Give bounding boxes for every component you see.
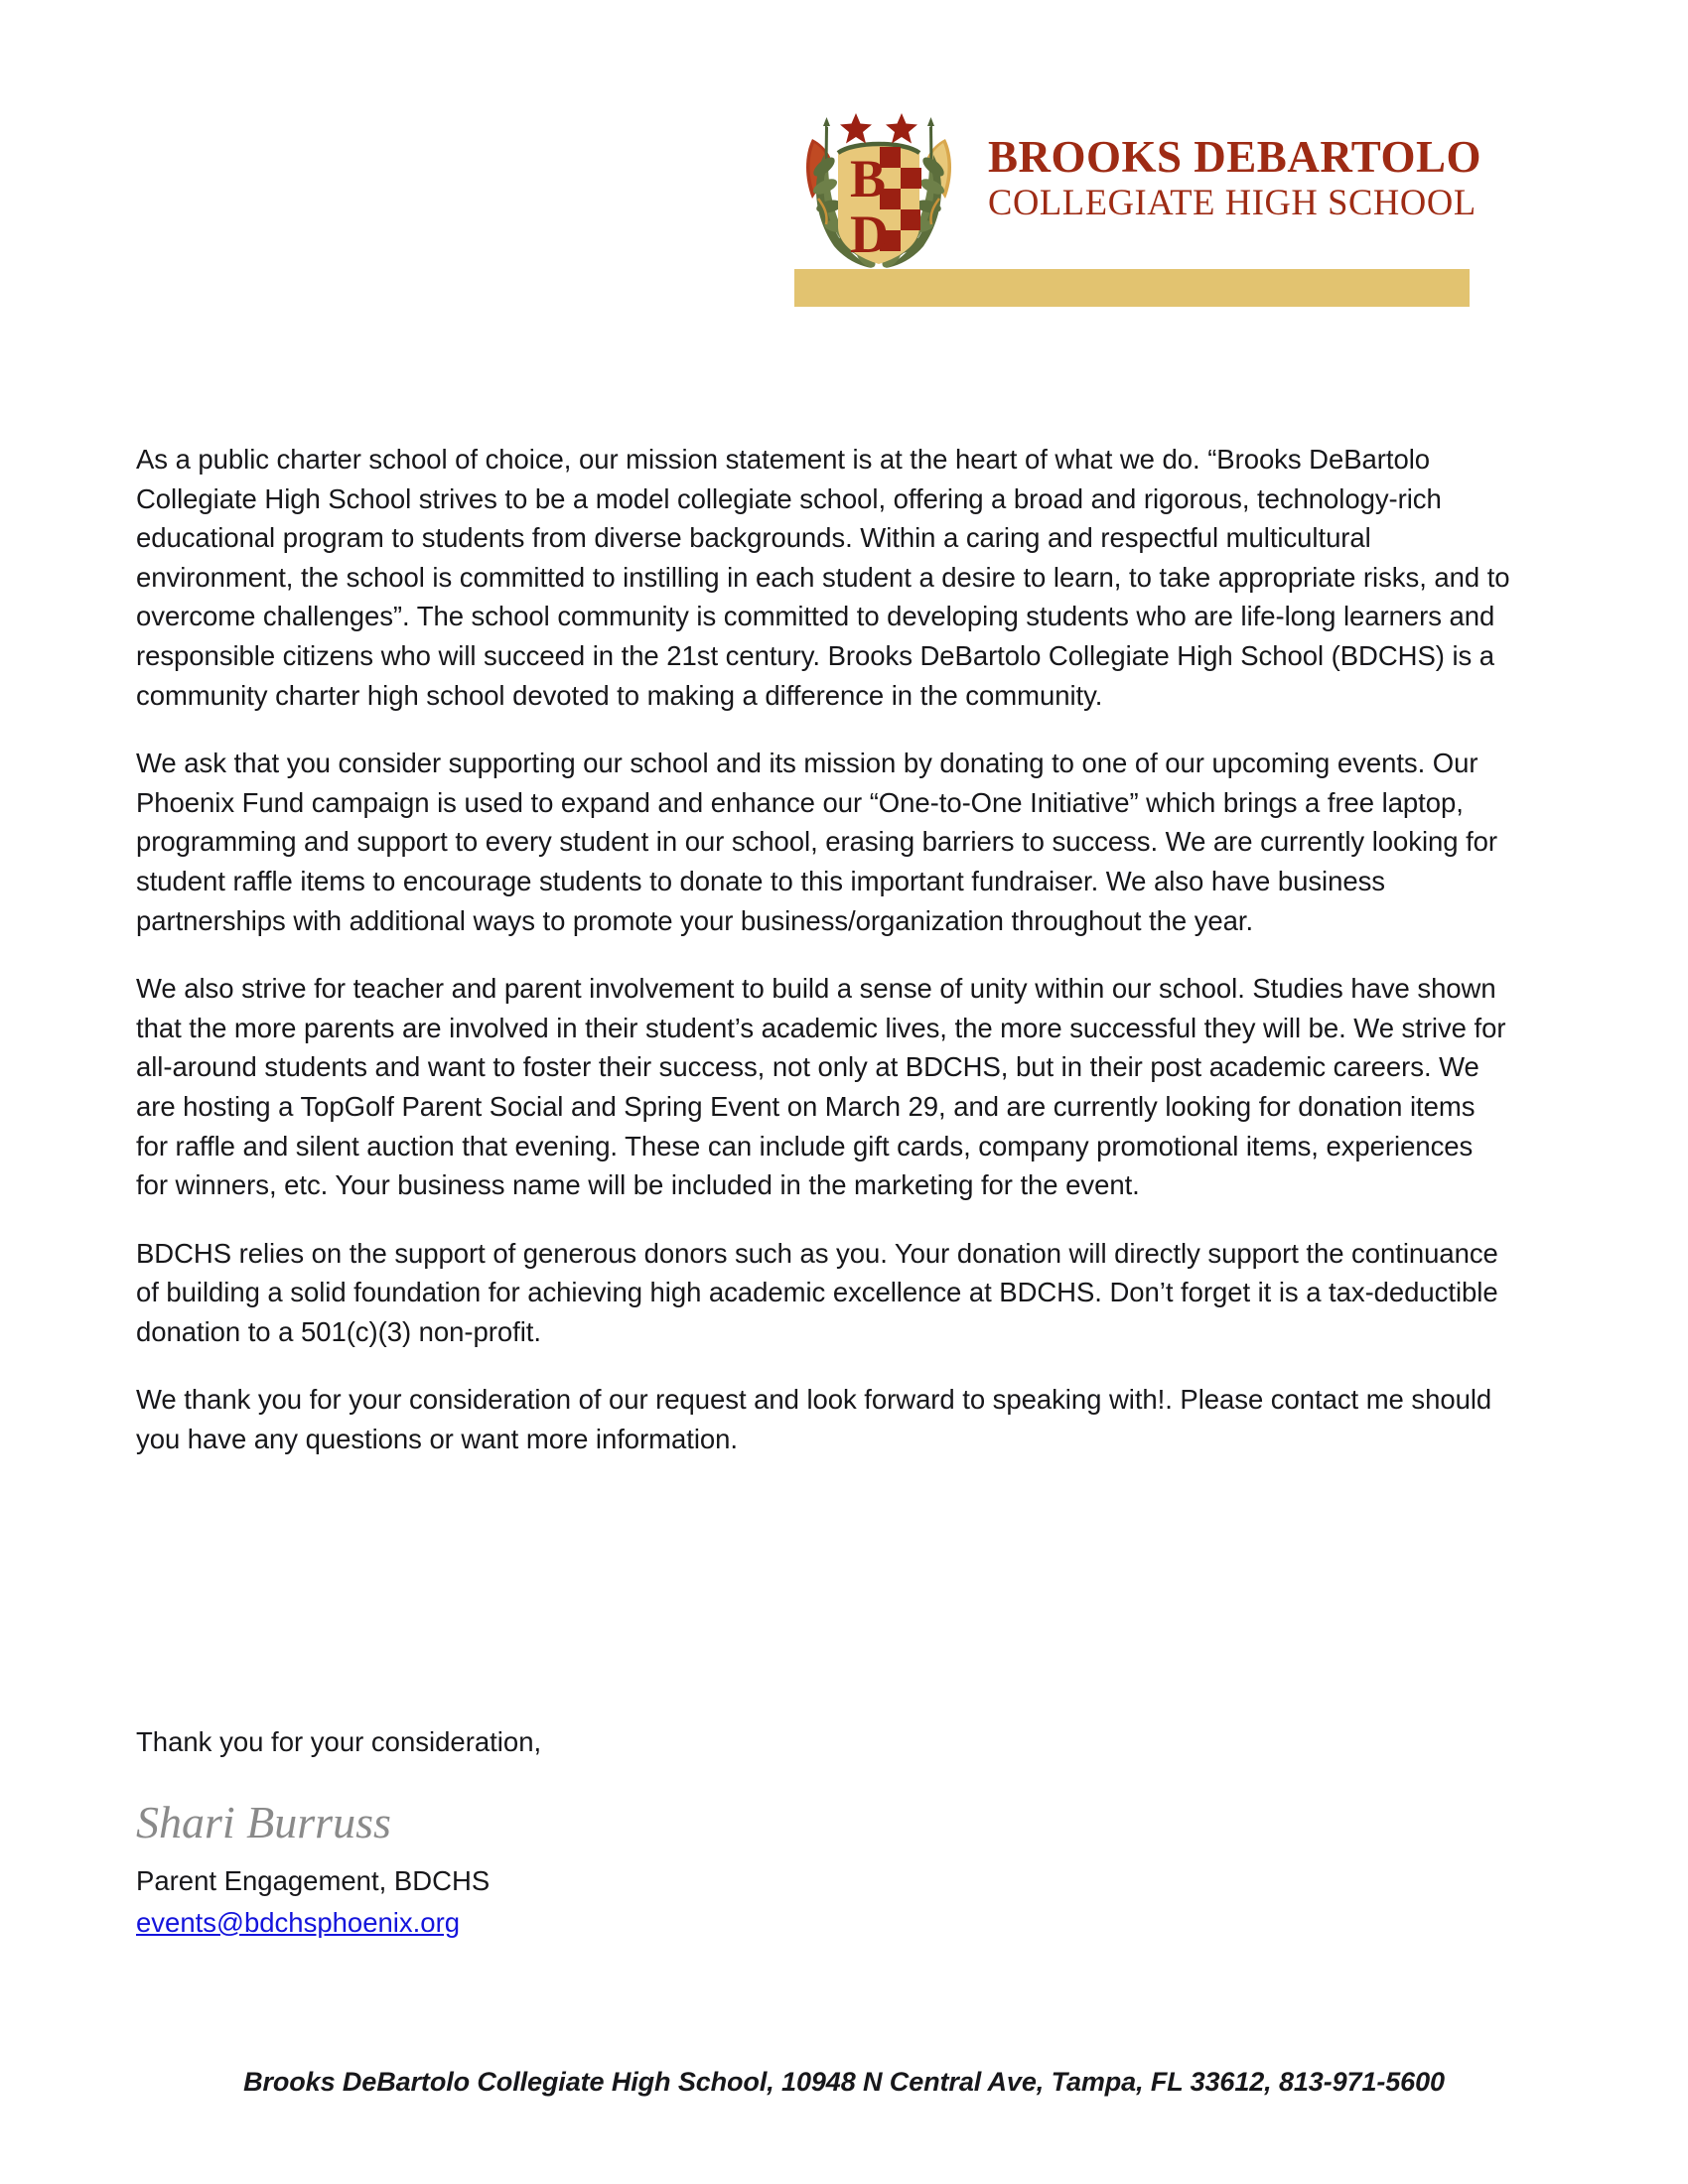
closing-salutation: Thank you for your consideration, bbox=[136, 1726, 542, 1757]
logo-school-name: BROOKS DEBARTOLO bbox=[988, 132, 1481, 182]
letterhead-gold-bar bbox=[794, 269, 1470, 307]
svg-text:B: B bbox=[850, 149, 887, 208]
signature-block bbox=[136, 1722, 1030, 1942]
page-footer bbox=[0, 2067, 1688, 2098]
paragraph-donor-support: BDCHS relies on the support of generous donors such as you. Your donation will directly support the continuance of building a solid foundation for achieving high academic excellence at BDCHS. Don’t forget it is a tax-deductible donation to a 501(c)(3) non-profit. bbox=[136, 1237, 1498, 1347]
signature-name: Shari Burruss bbox=[136, 1796, 391, 1847]
svg-text:D: D bbox=[850, 205, 889, 264]
logo-wordmark bbox=[988, 132, 1484, 222]
signature-title: Parent Engagement, BDCHS bbox=[136, 1865, 491, 1897]
paragraph-thank-you: We thank you for your consideration of our request and look forward to speaking with!. Please contact me should you have any questions or want more information. bbox=[136, 1384, 1492, 1455]
bdchs-crest-icon bbox=[794, 107, 963, 271]
paragraph-mission: As a public charter school of choice, our mission statement is at the heart of what we do. “Brooks DeBartolo Collegiate High School strives to be a model collegiate school, offering a broad and rigorous, technology-rich educational program to students from diverse backgrounds. Within a caring and respectful multicultural environment, the school is committed to instilling in each student a desire to learn, to take appropriate risks, and to overcome challenges”. The school community is committed to developing students who are life-long learners and responsible citizens who will succeed in the 21st century. Brooks DeBartolo Collegiate High School (BDCHS) is a community charter high school devoted to making a difference in the community. bbox=[136, 444, 1510, 711]
paragraph-parent-involvement: We also strive for teacher and parent involvement to build a sense of unity within our school. Studies have shown that the more parents are involved in their student’s academic lives, the more successful they will be. We strive for all-around students and want to foster their success, not only at BDCHS, but in their post academic careers. We are hosting a TopGolf Parent Social and Spring Event on March 29, and are currently looking for donation items for raffle and silent auction that evening. These can include gift cards, company promotional items, experiences for winners, etc. Your business name will be included in the marketing for the event. bbox=[136, 973, 1506, 1201]
paragraph-phoenix-fund: We ask that you consider supporting our school and its mission by donating to one of our upcoming events. Our Phoenix Fund campaign is used to expand and enhance our “One-to-One Initiative” which brings a free laptop, programming and support to every student in our school, erasing barriers to success. We are currently looking for student raffle items to encourage students to donate to this important fundraiser. We also have business partnerships with additional ways to promote your business/organization throughout the year. bbox=[136, 748, 1498, 936]
letter-body bbox=[136, 440, 1511, 1459]
signature-email-link[interactable]: events@bdchsphoenix.org bbox=[136, 1906, 461, 1938]
footer-address: Brooks DeBartolo Collegiate High School, 10948 N Central Ave, Tampa, FL 33612, 813-971-5600 bbox=[243, 2067, 1445, 2097]
letterhead bbox=[0, 0, 1688, 328]
logo-school-subtitle: COLLEGIATE HIGH SCHOOL bbox=[988, 182, 1477, 222]
